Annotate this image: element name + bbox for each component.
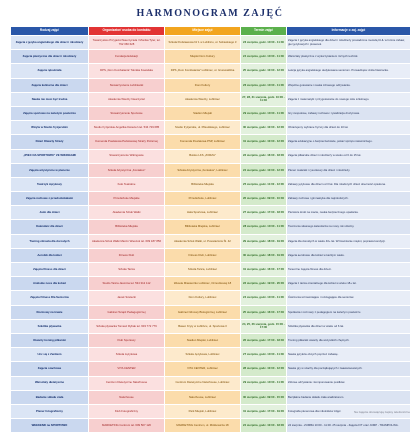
info-cell: Nauka gry w szachy dla początkujących i zaawansowanych.: [287, 362, 411, 376]
date-cell: 24, 25, 26 sierpnia, godz. 15:00 - 17:00: [241, 319, 287, 333]
table-row: [11, 319, 411, 333]
date-cell: 31 sierpnia, godz. 16:00 - 17:00: [241, 263, 287, 277]
activity-cell: Zajęcia szachowe: [11, 362, 89, 376]
organizer-cell: Fundacja Edukacji: [89, 50, 165, 64]
location-cell: Przedszkole, Lubliniec: [165, 192, 241, 206]
organizer-cell: Centrum Dietetyczne Naturhouse: [89, 376, 165, 390]
activity-cell: Rozmowy na trawie: [11, 305, 89, 319]
location-cell: Centrum Dietetyczne Naturhouse, Lubliniec: [165, 376, 241, 390]
organizer-cell: Stowarzyszenie Wikingowie: [89, 149, 165, 163]
table-row: [11, 135, 411, 149]
activity-cell: Aerobik dla kobiet: [11, 248, 89, 262]
location-cell: Akademia Wiedzy, Lubliniec: [165, 92, 241, 106]
organizer-cell: Stowarzyszenie Lublinianki: [89, 78, 165, 92]
table-row: [11, 248, 411, 262]
location-cell: Biblioteka Miejska: [165, 177, 241, 191]
table-row: [11, 419, 411, 433]
location-cell: Szkoła Językowa, Lubliniec: [165, 348, 241, 362]
activity-cell: Teatrzyk Językowy: [11, 177, 89, 191]
organizer-cell: Szkoła Artystyczna „Koniakus”: [89, 163, 165, 177]
activity-cell: Warsztaty dietetyczne: [11, 376, 89, 390]
activity-cell: Trening zdrowia dla dorosłych: [11, 234, 89, 248]
info-cell: Zajęcia piłkarskie dzieci i młodzieży w wieku od 6 do 15 lat.: [287, 149, 411, 163]
header-activity-type: Rodzaj zajęć: [11, 27, 89, 36]
location-cell: DPS „Dom Kombatanta” Lubliniec, ul. Grunwaldzka: [165, 64, 241, 78]
table-row: [11, 192, 411, 206]
organizer-cell: Towarzystwo Przyjaciół Nauczyciela / Monika Tyler, tel. 792 360 628: [89, 36, 165, 50]
info-cell: Zabawy ruchowe i gimnastyka dla najmłodszych.: [287, 192, 411, 206]
info-cell: Wspólne gotowanie i nauka zdrowego odżywiania.: [287, 78, 411, 92]
date-cell: 24 sierpnia, godz. 10:00 - 12:00: [241, 163, 287, 177]
activity-cell: Dzień Otwarty Straży: [11, 135, 89, 149]
table-row: [11, 277, 411, 291]
table-row: [11, 348, 411, 362]
location-cell: Dom Kultury, Lubliniec: [165, 291, 241, 305]
organizer-cell: Klub Fotograficzny: [89, 404, 165, 418]
info-cell: Zajęcia z tańca orientalnego dla kobiet w wieku 18+ lat.: [287, 277, 411, 291]
date-cell: 23 sierpnia, godz. 16:00 - 18:00: [241, 149, 287, 163]
activity-cell: Badanie składu ciała: [11, 390, 89, 404]
activity-cell: Zajęcia sportowe na świeżym powietrzu: [11, 106, 89, 120]
info-cell: Spotkania i rozmowy z pedagogiem na świeżym powietrzu.: [287, 305, 411, 319]
location-cell: VITA CENTER, Lubliniec: [165, 362, 241, 376]
date-cell: 31 sierpnia, godz. 10:00 - 12:00: [241, 135, 287, 149]
activity-cell: Zajęcia Fitness Dla Seniorów: [11, 291, 89, 305]
organizer-cell: Przedszkole Miejskie: [89, 192, 165, 206]
organizer-cell: Naturhouse: [89, 390, 165, 404]
activity-cell: Zajęcia fitness dla dzieci: [11, 263, 89, 277]
table-row: [11, 177, 411, 191]
table-row: [11, 305, 411, 319]
activity-cell: Zajęcia ruchowe z przedszkolakami: [11, 192, 89, 206]
date-cell: 28 sierpnia, godz. 10:00 - 11:00: [241, 220, 287, 234]
location-cell: Basen Kryty w Lublińcu, ul. Sportowa 3: [165, 319, 241, 333]
info-cell: Trening piłkarski otwarty dla wszystkich chętnych.: [287, 333, 411, 347]
table-row: [11, 64, 411, 78]
location-cell: Park Miejski, Lubliniec: [165, 404, 241, 418]
activity-cell: Zajęcia kulinarne dla dzieci: [11, 78, 89, 92]
organizer-cell: Komenda Powiatowa Państwowej Straży Pożarnej: [89, 135, 165, 149]
info-cell: Zajęcia z matematyki i przygotowanie do nowego roku szkolnego.: [287, 92, 411, 106]
organizer-cell: Szkoła Językowa: [89, 348, 165, 362]
activity-cell: Szkółka pływacka: [11, 319, 89, 333]
activity-cell: Otwarty trening piłkarski: [11, 333, 89, 347]
activity-cell: Wizyta w Studio fryzjerskim: [11, 121, 89, 135]
activity-cell: Judo dla dzieci: [11, 206, 89, 220]
table-row: [11, 362, 411, 376]
date-cell: 25 sierpnia, godz. 16:00 - 17:30: [241, 305, 287, 319]
location-cell: Stadion Miejski: [165, 106, 241, 120]
table-row: [11, 121, 411, 135]
info-cell: Zajęcia aerobowe dla kobiet w każdym wieku.: [287, 248, 411, 262]
header-info: Informacje o zaj. zajęć: [287, 27, 411, 36]
table-row: [11, 106, 411, 120]
organizer-cell: Akademia Sztuk Walki Marcin Wieszok tel. 609 187 856: [89, 234, 165, 248]
page-title: HARMONOGRAM ZAJĘĆ: [136, 8, 284, 19]
table-body: [11, 36, 411, 433]
location-cell: Studio fryzjerskie, ul. Piłsudskiego, Lubliniec: [165, 121, 241, 135]
table-row: [11, 78, 411, 92]
location-cell: Miejski Dom Kultury: [165, 50, 241, 64]
info-cell: Warsztaty plastyczne z wykorzystaniem różnych technik.: [287, 50, 411, 64]
info-cell: Zdrowe odżywianie i komponowanie posiłków.: [287, 376, 411, 390]
footer-note: Na zajęcia obowiązują zapisy telefoniczne: [353, 410, 410, 414]
activity-cell: Zajęcia plastyczne dla dzieci i młodzieży: [11, 50, 89, 64]
activity-cell: Zajęcia rękodzieła: [11, 64, 89, 78]
activity-cell: Zajęcia z języka angielskiego dla dzieci i młodzieży: [11, 36, 89, 50]
location-cell: Wesołe Miasteczko Lubliniec, Orzeszkowej 18: [165, 277, 241, 291]
organizer-cell: Biblioteka Miejska: [89, 220, 165, 234]
date-cell: 24 sierpnia, godz. 10:00 - 11:00: [241, 291, 287, 305]
activity-cell: WEEKEND na SPORTOWO: [11, 419, 89, 433]
info-cell: Plener malarski i rysunkowy dla dzieci i młodzieży.: [287, 163, 411, 177]
activity-cell: Kalendarz dla dzieci: [11, 220, 89, 234]
location-cell: Komenda Powiatowa PSP, Lubliniec: [165, 135, 241, 149]
organizer-cell: Jacek Szelecki: [89, 291, 165, 305]
table-row: [11, 234, 411, 248]
date-cell: 28 sierpnia, godz. 10:00 - 12:00: [241, 362, 287, 376]
info-cell: Lekcja języka angielskiego dedykowana seniorom. Prowadząca: Anita Nawrocka.: [287, 64, 411, 78]
info-cell: 24 sierpnia - ZUMBA 10:00 - 11:00. 25 sierpnia - Zajęcia FIT oraz JUMP - TRAMPOLINA.: [287, 419, 411, 433]
info-cell: Tworzenie własnego kalendarza na nowy rok szkolny.: [287, 220, 411, 234]
organizer-cell: Klub Sportowy: [89, 333, 165, 347]
info-cell: Nauka języków obcych poprzez zabawę.: [287, 348, 411, 362]
date-cell: 30 sierpnia, godz. 18:00 - 19:00: [241, 248, 287, 262]
info-cell: Taneczne zajęcia fitness dla dzieci.: [287, 263, 411, 277]
organizer-cell: Stowarzyszenie Sportowe: [89, 106, 165, 120]
organizer-cell: Koło Teatralne: [89, 177, 165, 191]
organizer-cell: Studio Tańca Jasmina tel. 534 312 112: [89, 277, 165, 291]
location-cell: Szkoła Podstawowa Nr 1 w Lublińcu, ul. Sobieskiego 3: [165, 36, 241, 50]
organizer-cell: Fitness Klub: [89, 248, 165, 262]
info-cell: Zabawy językowe dla dzieci od 3 lat. Dla młodszych dzieci obecność opiekuna.: [287, 177, 411, 191]
table-header-row: [11, 27, 411, 36]
organizer-cell: Szkoła pływacka Tomasz Rybak tel. 603 772 776: [89, 319, 165, 333]
table-row: [11, 36, 411, 50]
date-cell: 31 sierpnia, godz. 17:00 - 19:00: [241, 404, 287, 418]
table-row: [11, 333, 411, 347]
location-cell: Naturhouse, Lubliniec: [165, 390, 241, 404]
location-cell: Gabinet Odnowy Biologicznej, Lubliniec: [165, 305, 241, 319]
location-cell: Szkoła Artystyczna „Koniakus”, Lubliniec: [165, 163, 241, 177]
date-cell: 30 sierpnia, godz. 09:00 - 15:00: [241, 390, 287, 404]
activity-cell: Nauka nie musi być trudna: [11, 92, 89, 106]
date-cell: 29 sierpnia, godz. 10:00 - 11:00: [241, 106, 287, 120]
table-row: [11, 291, 411, 305]
table-row: [11, 220, 411, 234]
date-cell: 23 sierpnia, godz. 10:00 - 11:30: [241, 36, 287, 50]
date-cell: 24 sierpnia, godz. 10:00 - 11:30: [241, 50, 287, 64]
location-cell: Fitness Klub, Lubliniec: [165, 248, 241, 262]
table-row: [11, 390, 411, 404]
location-cell: Hala Sportowa, Lubliniec: [165, 206, 241, 220]
date-cell: 25 sierpnia, godz. 11:00 - 12:00: [241, 177, 287, 191]
info-cell: Obrazujemy wybrane fryzury dla dzieci do 10 lat.: [287, 121, 411, 135]
organizer-cell: Akademia Sztuk Walki: [89, 206, 165, 220]
table-row: [11, 376, 411, 390]
table-row: [11, 263, 411, 277]
header-location: Miejsce zajęć: [165, 27, 241, 36]
info-cell: Fotografia plenerowa dla miłośników zdjęć.: [287, 404, 411, 418]
date-cell: 24 sierpnia, godz. 10:00 - 18:00: [241, 419, 287, 433]
activity-cell: Plener fotograficzny: [11, 404, 89, 418]
date-cell: 27 sierpnia, godz. 10:00 - 11:30: [241, 348, 287, 362]
date-cell: 30 sierpnia, godz. 10:00 - 12:00: [241, 121, 287, 135]
date-cell: 29 sierpnia, godz. 10:00 - 11:00: [241, 376, 287, 390]
location-cell: Szkoła Tańca, Lubliniec: [165, 263, 241, 277]
date-cell: 29 sierpnia, godz. 18:00 - 19:00: [241, 234, 287, 248]
organizer-cell: Studio fryzjerskie Angelika Kwiecień tel. 534 729 685: [89, 121, 165, 135]
date-cell: 26 sierpnia, godz. 09:00 - 10:30: [241, 192, 287, 206]
table-row: [11, 92, 411, 106]
header-organizer: Organizator/ osoba do kontaktu: [89, 27, 165, 36]
info-cell: Zajęcia z języka angielskiego dla dzieci i młodzieży prowadzone metodą CLIL w formie zabaw, gier językowych i piosenek.: [287, 36, 411, 50]
location-cell: Biblioteka Miejska, Lubliniec: [165, 220, 241, 234]
activity-cell: Arabskie noce dla kobiet: [11, 277, 89, 291]
date-cell: 26 sierpnia, godz. 17:00 - 18:30: [241, 333, 287, 347]
location-cell: MARKETING Centrum, ul. Mickiewicza 18: [165, 419, 241, 433]
info-cell: Zajęcia edukacyjne o bezpieczeństwie, pokaz sprzętu ratowniczego.: [287, 135, 411, 149]
date-cell: 23 sierpnia, godz. 19:00 - 20:00: [241, 277, 287, 291]
info-cell: Gry zespołowe, zabawy ruchowe i rywalizacja drużynowa.: [287, 106, 411, 120]
organizer-cell: DPS „Dom Kombatanta” Monika Kowalska: [89, 64, 165, 78]
table-row: [11, 163, 411, 177]
organizer-cell: VITA CENTER: [89, 362, 165, 376]
activity-cell: Zajęcia artystyczne w plenerze: [11, 163, 89, 177]
info-cell: Szkółka pływacka dla dzieci w wieku od 6 lat.: [287, 319, 411, 333]
organizer-cell: MARKETING Centrum tel. 609 507 120: [89, 419, 165, 433]
table-row: [11, 206, 411, 220]
schedule-table: [10, 26, 411, 433]
activity-cell: Ucz się z Zenkiem: [11, 348, 89, 362]
location-cell: Dom Kultury: [165, 78, 241, 92]
info-cell: Zajęcia dla dorosłych w wieku 40+ lat. Wzmacnianie mięśni, poprawa kondycji.: [287, 234, 411, 248]
organizer-cell: Akademia Wiedzy Nauczyciel: [89, 92, 165, 106]
organizer-cell: Szkoła Tańca: [89, 263, 165, 277]
activity-cell: „IPIEC NA SPORTOWO” ZE WIKINGAMI: [11, 149, 89, 163]
info-cell: Ćwiczenia wzmacniające i rozciągające dla seniorów.: [287, 291, 411, 305]
organizer-cell: Gabinet Terapii Pedagogicznej: [89, 305, 165, 319]
date-cell: 26 sierpnia, godz. 10:00 - 11:00: [241, 78, 287, 92]
date-cell: 27, 28, 31 sierpnia, godz. 10:00 - 11:30: [241, 92, 287, 106]
location-cell: Boisko LKS „ZORZA”: [165, 149, 241, 163]
table-row: [11, 50, 411, 64]
location-cell: Stadion Miejski, Lubliniec: [165, 333, 241, 347]
table-row: [11, 149, 411, 163]
header-date: Termin zajęć: [241, 27, 287, 36]
location-cell: Akademia Sztuk Walki, ul. Powstańców Śl. 42: [165, 234, 241, 248]
info-cell: Pierwsze kroki na macie, nauka bezpiecznego upadania.: [287, 206, 411, 220]
info-cell: Bezpłatne badanie składu ciała analizatorem.: [287, 390, 411, 404]
date-cell: 27 sierpnia, godz. 17:00 - 18:00: [241, 206, 287, 220]
date-cell: 25 sierpnia, godz. 10:00 - 12:00: [241, 64, 287, 78]
